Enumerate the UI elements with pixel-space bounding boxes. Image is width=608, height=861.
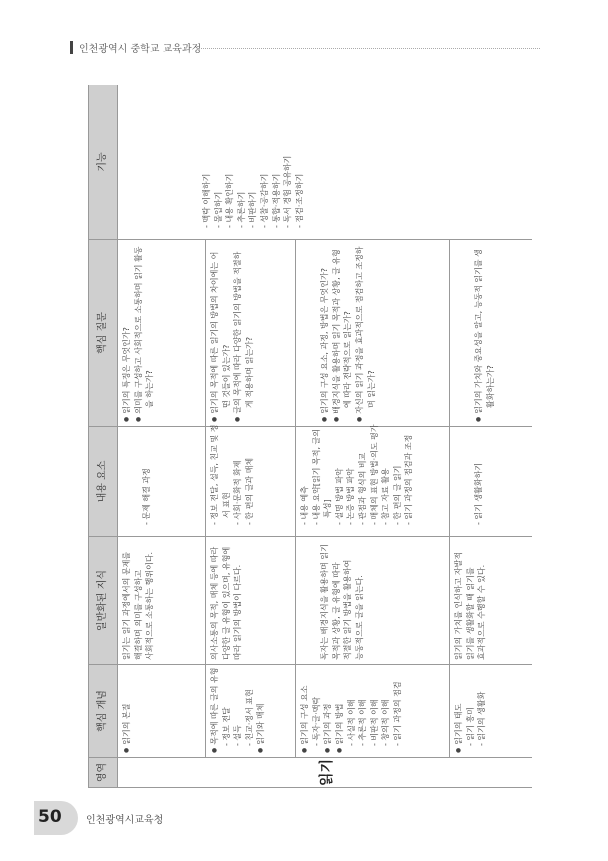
list-item: ● 읽기의 태도 [453,669,465,753]
concept-cell [206,665,296,758]
list-item: - 사회·문화적 화제 [232,431,244,532]
knowledge-cell [206,537,296,665]
list-item: ● 읽기의 본질 [121,669,133,753]
list-item: 서 표현 [221,492,231,518]
question-cell [118,240,206,427]
list-item: - 친교·정서 표현 [244,669,256,753]
list-item: ● 의미를 구성하고 사회적으로 소통하며 읽기 활동 [133,244,145,422]
content-cell [118,427,206,537]
list-item: ● 읽기의 구성 요소 [299,669,311,753]
domain-cell [118,758,533,788]
list-item: - 내용 예측 [299,431,311,532]
list-item: 활화하는가? [485,365,495,408]
question-cell [296,240,450,427]
list-item: - 논증 방법 파악 [345,431,357,532]
list-item: - 맥락 이해하기 [201,89,213,235]
knowledge-line: 사회적으로 소통하는 행위이다. [145,551,155,660]
list-item: - 추론하기 [236,89,248,235]
knowledge-line: 목적과 상황, 글 유형에 따라 [331,562,341,660]
page-footer [34,801,194,835]
rotated-table-frame [88,85,532,788]
content-cell [450,427,533,537]
header-question: 핵심 질문 [89,240,118,427]
list-item: - 통합·적용하기 [271,89,283,235]
header-concept: 핵심 개념 [89,665,118,758]
header-content: 내용 요소 [89,427,118,537]
list-item: - 문제 해결 과정 [141,431,153,532]
running-header [70,40,540,56]
list-item: - 관점과 형식의 비교 [357,431,369,532]
question-cell [450,240,533,427]
list-item: 게 적용하며 읽는가? [244,336,254,408]
header-knowledge: 일반화된 지식 [89,537,118,665]
skills-cell [118,85,533,240]
list-item: 을 하는가? [145,370,155,408]
domain-name: 읽기 [319,758,336,787]
list-item: ● 읽기의 구성 요소, 과정, 방법은 무엇인가? [319,244,331,422]
list-item: - 몰입하기 [213,89,225,235]
list-item: ● 읽기의 가치와 중요성을 알고, 능동적 읽기를 생 [473,244,485,422]
curriculum-table-wrapper [88,85,532,788]
knowledge-cell [118,537,206,665]
header-bar [70,41,73,54]
list-item: - 독서 경험 공유하기 [282,89,294,235]
list-item: ● 글의 목적에 따라 다양한 읽기의 방법을 적절하 [232,244,244,422]
list-item: - 비판하기 [247,89,259,235]
list-item: ● 목적에 따른 글의 유형 [209,669,221,753]
list-item: - 독자·글·맥락 [311,669,323,753]
list-item: - 내용 요약[읽기 목적, 글의 [311,431,323,532]
list-item: - 한 편의 글 읽기 [392,431,404,532]
list-item: - 읽기의 생활화 [476,669,488,753]
list-item: - 매체의 표현 방법·의도 평가 [369,431,381,532]
knowledge-line: 의사소통의 목적, 매체 등에 따라 [210,546,219,660]
list-item: - 창의적 이해 [380,669,392,753]
list-item: 떤 것들이 있는가? [221,344,231,408]
list-item: - 설득 [232,669,244,753]
knowledge-line: 독자는 배경지식을 활용하며 읽기 [320,544,329,660]
list-item: 특성] [323,499,333,518]
concept-cell [450,665,533,758]
list-item: - 비판적 이해 [369,669,381,753]
content-cell [206,424,296,537]
list-item: ● 읽기의 방법 [334,669,346,753]
footer-org: 인천광역시교육청 [86,815,164,826]
knowledge-line: 따라 읽기의 방법이 다르다. [233,564,243,660]
content-cell [296,424,450,537]
list-item: - 참고 자료 활용 [380,431,392,532]
list-item: ● 읽기의 특징은 무엇인가? [121,244,133,422]
list-item: ● 읽기와 매체 [255,669,267,753]
list-item: - 읽기 과정의 점검 [392,669,404,753]
list-item: - 한 편의 글과 매체 [244,431,256,532]
question-cell [206,240,296,427]
knowledge-line: 적절한 읽기 방법을 활용하여 [343,559,353,660]
list-item: - 정보 전달 [221,669,233,753]
page-number: 50 [38,807,62,827]
list-item: - 추론적 이해 [357,669,369,753]
curriculum-table [88,85,532,788]
knowledge-cell [450,537,533,665]
knowledge-line: 읽기는 읽기 과정에서의 문제를 [122,551,131,660]
header-domain: 영역 [89,758,118,788]
list-item: - 읽기 흥미 [465,669,477,753]
list-item: - 성찰·공감하기 [259,89,271,235]
table-row [118,85,206,788]
list-item: ● 배경지식을 활용하며 읽기 목적과 상황, 글 유형 [331,244,343,422]
concept-cell [296,665,450,758]
list-item: - 설명 방법 파악 [334,431,346,532]
knowledge-line: 읽기를 생활화할 때 읽기를 [465,567,475,660]
header-title: 인천광역시 중학교 교육과정 [79,44,202,55]
knowledge-line: 능동적으로 글을 읽는다. [354,575,364,660]
list-item: ● 읽기의 목적에 따른 읽기의 방법의 차이에는 어 [209,244,221,422]
concept-cell [118,665,206,758]
list-item: 에 따라 전략적으로 읽는가? [343,311,353,408]
knowledge-cell [296,537,450,665]
header-skills: 기능 [89,85,118,240]
list-item: ● 자신의 읽기 과정을 효과적으로 점검하고 조정하 [354,244,366,422]
knowledge-line: 해결하며 의미를 구성하고 [133,569,143,660]
list-item: ● 읽기의 과정 [322,669,334,753]
list-item: - 점검·조정하기 [294,89,306,235]
list-item: - 내용 확인하기 [224,89,236,235]
knowledge-line: 다양한 글 유형이 있으며, 유형에 [221,546,231,660]
list-item: 며 읽는가? [366,370,376,408]
knowledge-line: 읽기의 가치를 인식하고 자발적 [454,551,463,660]
list-item: - 읽기 과정의 점검과 조정 [403,431,415,532]
list-item: - 읽기 생활화하기 [473,431,485,532]
list-item: - 사실적 이해 [346,669,358,753]
table-header-row [89,85,118,788]
knowledge-line: 효과적으로 수행할 수 있다. [477,564,487,660]
header-dotted-rule [198,48,540,49]
list-item: - 정보 전달, 설득, 친교 및 정 [209,431,221,532]
